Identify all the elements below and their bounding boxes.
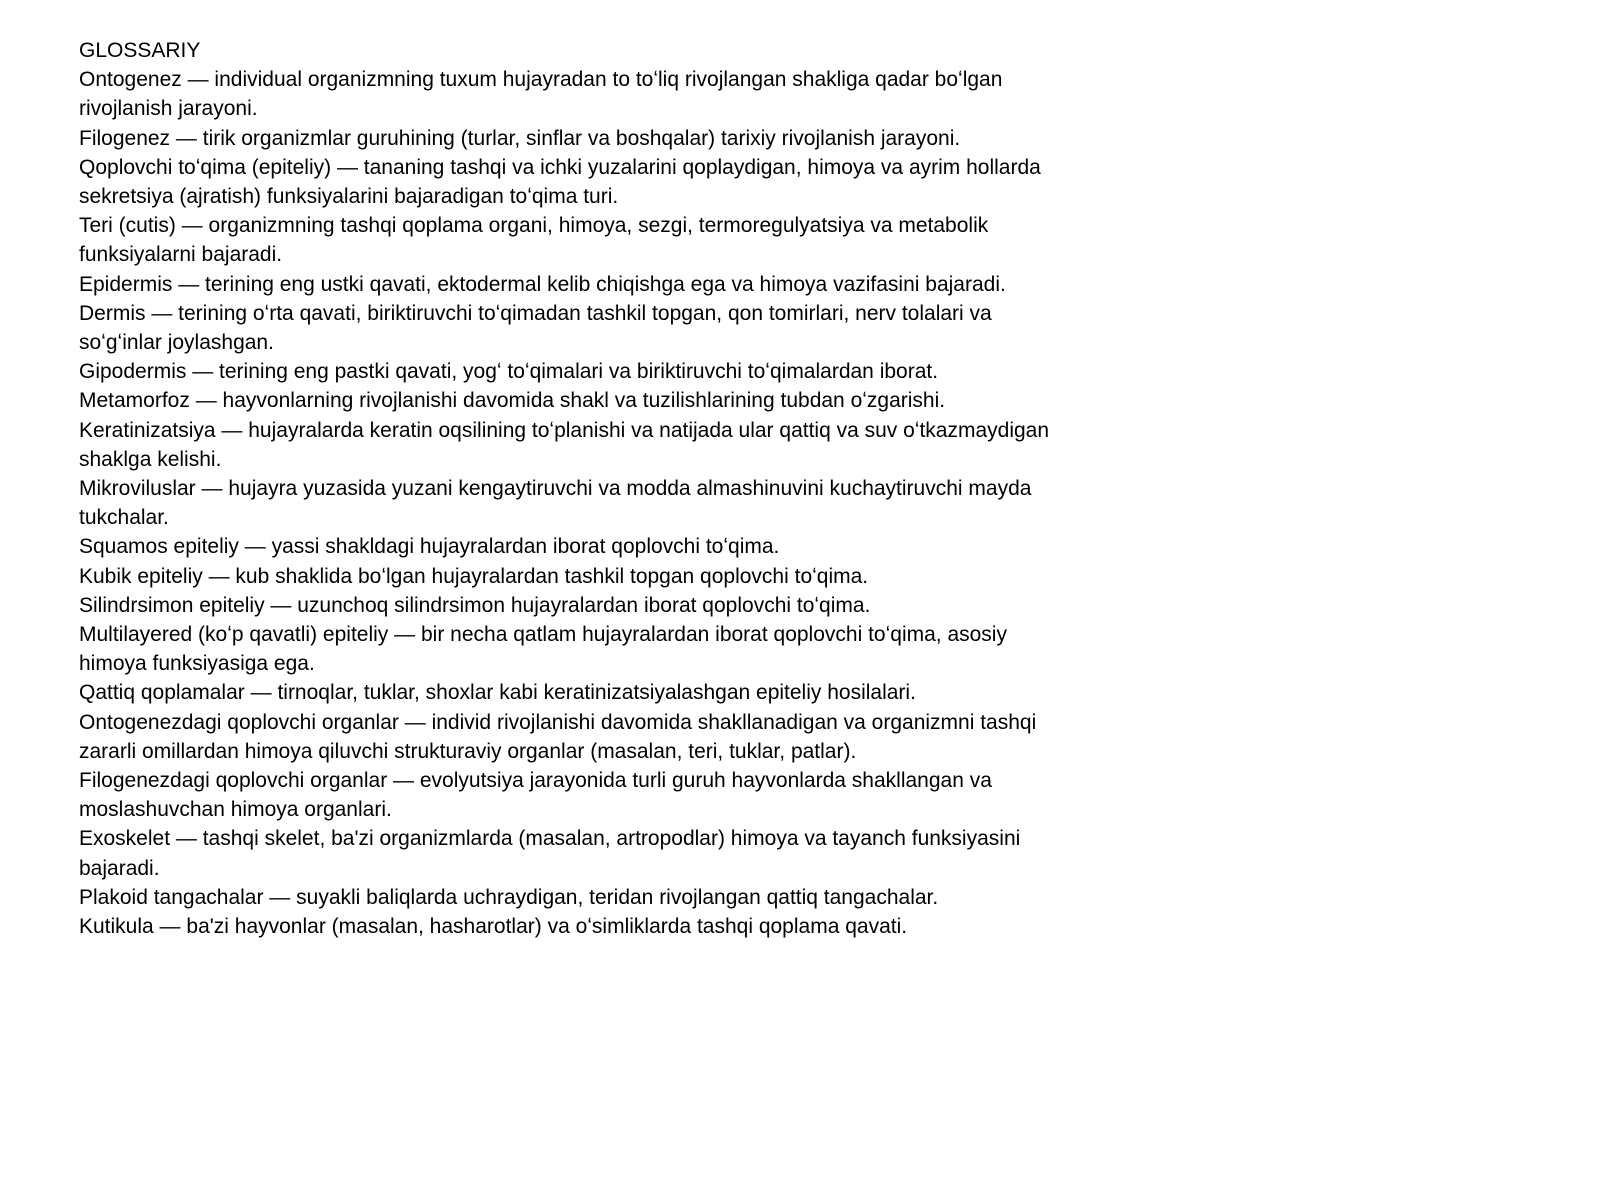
glossary-entry: Filogenezdagi qoplovchi organlar — evolyutsiya jarayonida turli guruh hayvonlarda shakllangan va moslashuvchan himoya organlari. <box>79 769 992 822</box>
glossary-term: Silindrsimon epiteliy <box>79 593 265 617</box>
glossary-term: Metamorfoz <box>79 389 190 413</box>
glossary-definition: tirnoqlar, tuklar, shoxlar kabi keratinizatsiyalashgan epiteliy hosilalari. <box>277 681 916 705</box>
glossary-title: GLOSSARIY <box>79 39 201 62</box>
glossary-entry: Kubik epiteliy — kub shaklida boʻlgan hujayralardan tashkil topgan qoplovchi toʻqima. <box>79 564 869 588</box>
glossary-definition: uzunchoq silindrsimon hujayralardan iborat qoplovchi toʻqima. <box>297 593 871 617</box>
glossary-entry: Kutikula — ba'zi hayvonlar (masalan, hasharotlar) va oʻsimliklarda tashqi qoplama qavati. <box>79 915 908 939</box>
glossary-term: Squamos epiteliy <box>79 535 239 559</box>
glossary-definition: individual organizmning tuxum hujayradan to toʻliq rivojlangan shakliga qadar boʻlgan rivojlanish jarayoni. <box>79 68 1003 121</box>
glossary-term: Gipodermis <box>79 360 187 384</box>
glossary-term: Multilayered (koʻp qavatli) epiteliy <box>79 623 389 647</box>
glossary-term: Ontogenez <box>79 68 182 92</box>
glossary-definition: yassi shakldagi hujayralardan iborat qoplovchi toʻqima. <box>271 535 780 559</box>
glossary-entry: Mikroviluslar — hujayra yuzasida yuzani kengaytiruvchi va modda almashinuvini kuchaytiruvchi mayda tukchalar. <box>79 477 1032 530</box>
glossary-definition: terining eng ustki qavati, ektodermal kelib chiqishga ega va himoya vazifasini bajaradi. <box>205 272 1006 296</box>
glossary-definition: hayvonlarning rivojlanishi davomida shakl va tuzilishlarining tubdan oʻzgarishi. <box>222 389 946 413</box>
glossary-definition: individ rivojlanishi davomida shakllanadigan va organizmni tashqi zararli omillardan himoya qiluvchi strukturaviy organlar (masalan, teri, tuklar, patlar). <box>79 710 1037 763</box>
glossary-entry: Ontogenezdagi qoplovchi organlar — individ rivojlanishi davomida shakllanadigan va organizmni tashqi zararli omillardan himoya qiluvchi strukturaviy organlar (masalan, teri, tuklar, patlar). <box>79 710 1037 763</box>
glossary-entry: Epidermis — terining eng ustki qavati, ektodermal kelib chiqishga ega va himoya vazifasini bajaradi. <box>79 272 1006 296</box>
glossary-list <box>79 65 1059 941</box>
glossary-term: Filogenez <box>79 126 171 150</box>
glossary-entry: Keratinizatsiya — hujayralarda keratin oqsilining toʻplanishi va natijada ular qattiq va suv oʻtkazmaydigan shaklga kelishi. <box>79 418 1050 471</box>
glossary-entry: Ontogenez — individual organizmning tuxum hujayradan to toʻliq rivojlangan shakliga qadar boʻlgan rivojlanish jarayoni. <box>79 68 1003 121</box>
glossary-term: Dermis <box>79 301 146 325</box>
glossary-definition: suyakli baliqlarda uchraydigan, teridan rivojlangan qattiq tangachalar. <box>296 885 939 909</box>
glossary-term: Keratinizatsiya <box>79 418 216 442</box>
glossary-definition: ba'zi hayvonlar (masalan, hasharotlar) va oʻsimliklarda tashqi qoplama qavati. <box>186 915 908 939</box>
glossary-entry: Multilayered (koʻp qavatli) epiteliy — bir necha qatlam hujayralardan iborat qoplovchi toʻqima, asosiy himoya funksiyasiga ega. <box>79 623 1007 676</box>
glossary-entry: Plakoid tangachalar — suyakli baliqlarda uchraydigan, teridan rivojlangan qattiq tangachalar. <box>79 885 939 909</box>
glossary-entry: Teri (cutis) — organizmning tashqi qoplama organi, himoya, sezgi, termoregulyatsiya va metabolik funksiyalarni bajaradi. <box>79 214 989 267</box>
glossary-term: Ontogenezdagi qoplovchi organlar <box>79 710 399 734</box>
glossary-definition: tirik organizmlar guruhining (turlar, sinflar va boshqalar) tarixiy rivojlanish jarayoni. <box>202 126 961 150</box>
glossary-definition: organizmning tashqi qoplama organi, himoya, sezgi, termoregulyatsiya va metabolik funksiyalarni bajaradi. <box>79 214 989 267</box>
glossary-entry: Dermis — terining oʻrta qavati, biriktiruvchi toʻqimadan tashkil topgan, qon tomirlari, nerv tolalari va soʻgʻinlar joylashgan. <box>79 301 992 355</box>
glossary-definition: kub shaklida boʻlgan hujayralardan tashkil topgan qoplovchi toʻqima. <box>235 564 869 588</box>
glossary-term: Teri (cutis) <box>79 214 176 238</box>
glossary-entry: Gipodermis — terining eng pastki qavati, yogʻ toʻqimalari va biriktiruvchi toʻqimalardan iborat. <box>79 360 939 384</box>
glossary-definition: hujayralarda keratin oqsilining toʻplanishi va natijada ular qattiq va suv oʻtkazmaydigan shaklga kelishi. <box>79 418 1050 471</box>
glossary-entry: Squamos epiteliy — yassi shakldagi hujayralardan iborat qoplovchi toʻqima. <box>79 535 780 559</box>
glossary-term: Filogenezdagi qoplovchi organlar <box>79 769 388 793</box>
glossary-definition: tashqi skelet, ba'zi organizmlarda (masalan, artropodlar) himoya va tayanch funksiyasini bajaradi. <box>79 827 1021 880</box>
glossary-entry: Silindrsimon epiteliy — uzunchoq silindrsimon hujayralardan iborat qoplovchi toʻqima. <box>79 593 871 617</box>
glossary-definition: tananing tashqi va ichki yuzalarini qoplaydigan, himoya va ayrim hollarda sekretsiya (ajratish) funksiyalarini bajaradigan toʻqima turi. <box>79 155 1041 209</box>
glossary-definition: terining eng pastki qavati, yogʻ toʻqimalari va biriktiruvchi toʻqimalardan iborat. <box>219 360 939 384</box>
glossary-term: Qoplovchi toʻqima (epiteliy) <box>79 155 332 179</box>
glossary-entry: Qoplovchi toʻqima (epiteliy) — tananing tashqi va ichki yuzalarini qoplaydigan, himoya va ayrim hollarda sekretsiya (ajratish) funksiyalarini bajaradigan toʻqima turi. <box>79 155 1041 209</box>
glossary-term: Mikroviluslar <box>79 477 196 501</box>
glossary-term: Epidermis <box>79 272 173 296</box>
glossary-term: Exoskelet <box>79 827 171 851</box>
glossary-definition: bir necha qatlam hujayralardan iborat qoplovchi toʻqima, asosiy himoya funksiyasiga ega. <box>79 623 1007 676</box>
glossary-term: Kubik epiteliy <box>79 564 203 588</box>
glossary-entry: Metamorfoz — hayvonlarning rivojlanishi davomida shakl va tuzilishlarining tubdan oʻzgarishi. <box>79 389 946 413</box>
glossary-definition: terining oʻrta qavati, biriktiruvchi toʻqimadan tashkil topgan, qon tomirlari, nerv tolalari va soʻgʻinlar joylashgan. <box>79 301 992 355</box>
glossary-term: Qattiq qoplamalar <box>79 681 245 705</box>
glossary-page <box>79 36 1059 941</box>
glossary-entry: Exoskelet — tashqi skelet, ba'zi organizmlarda (masalan, artropodlar) himoya va tayanch funksiyasini bajaradi. <box>79 827 1021 880</box>
glossary-definition: hujayra yuzasida yuzani kengaytiruvchi va modda almashinuvini kuchaytiruvchi mayda tukchalar. <box>79 477 1032 530</box>
glossary-entry: Qattiq qoplamalar — tirnoqlar, tuklar, shoxlar kabi keratinizatsiyalashgan epiteliy hosilalari. <box>79 681 916 705</box>
glossary-entry: Filogenez — tirik organizmlar guruhining (turlar, sinflar va boshqalar) tarixiy rivojlanish jarayoni. <box>79 126 961 150</box>
glossary-term: Plakoid tangachalar <box>79 885 264 909</box>
glossary-term: Kutikula <box>79 915 154 939</box>
glossary-definition: evolyutsiya jarayonida turli guruh hayvonlarda shakllangan va moslashuvchan himoya organlari. <box>79 769 992 822</box>
